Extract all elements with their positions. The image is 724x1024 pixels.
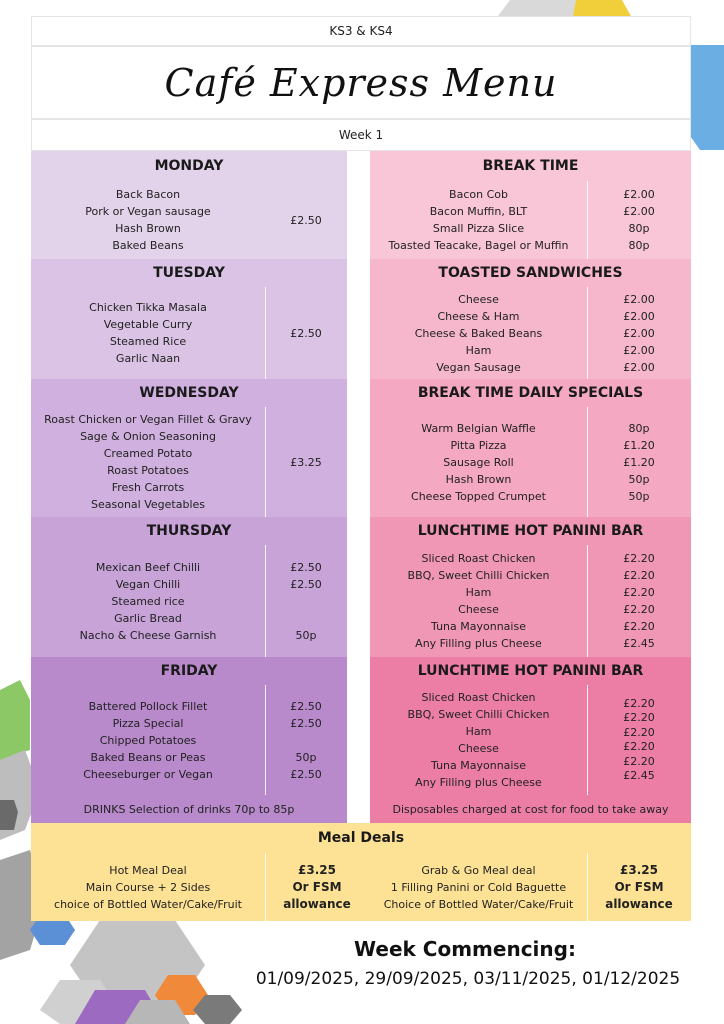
price: £2.20 xyxy=(623,620,655,633)
menu-item: Garlic Bread xyxy=(114,611,182,625)
menu-item: Sage & Onion Seasoning xyxy=(80,430,216,443)
price: £3.25 xyxy=(290,455,322,469)
price: £2.50 xyxy=(290,326,322,340)
price-note: allowance xyxy=(605,896,673,911)
menu-item: Nacho & Cheese Garnish xyxy=(79,628,217,642)
break-time-header: BREAK TIME xyxy=(370,151,691,181)
tuesday-items xyxy=(31,287,265,379)
price: £2.45 xyxy=(623,769,655,782)
menu-item: Sliced Roast Chicken xyxy=(421,691,536,704)
menu-item: Cheese xyxy=(458,742,499,755)
price: £3.25 xyxy=(620,862,658,877)
menu-item: Any Filling plus Cheese xyxy=(415,776,542,789)
monday-header: MONDAY xyxy=(31,151,347,181)
price: 50p xyxy=(295,628,317,642)
price: £3.25 xyxy=(298,862,336,877)
price: £2.20 xyxy=(623,725,655,739)
monday-body xyxy=(31,181,347,259)
menu-item: Battered Pollock Fillet xyxy=(88,699,208,713)
menu-item: Back Bacon xyxy=(115,188,181,201)
price: £2.50 xyxy=(290,213,322,227)
toasted-sandwiches-body xyxy=(370,287,691,379)
menu-item: Baked Beans xyxy=(112,239,184,252)
menu-item: BBQ, Sweet Chilli Chicken xyxy=(407,708,550,721)
friday-header: FRIDAY xyxy=(31,657,347,685)
thursday-header: THURSDAY xyxy=(31,517,347,545)
price: £2.20 xyxy=(623,586,655,599)
price: £2.00 xyxy=(623,343,655,357)
week-commencing-label: Week Commencing: xyxy=(354,937,576,961)
menu-item: Baked Beans or Peas xyxy=(90,750,206,764)
menu-title-box xyxy=(31,46,691,119)
panini-bar-header-2: LUNCHTIME HOT PANINI BAR xyxy=(370,657,691,685)
wednesday-items xyxy=(31,407,265,517)
tuesday-body xyxy=(31,287,347,379)
menu-item: Cheese & Baked Beans xyxy=(414,326,543,340)
menu-item: Garlic Naan xyxy=(115,352,181,365)
price: £2.20 xyxy=(623,569,655,582)
price: £2.20 xyxy=(623,603,655,616)
panini-bar-prices-2 xyxy=(587,685,691,795)
friday-body xyxy=(31,685,347,795)
menu-item: Pork or Vegan sausage xyxy=(85,205,211,218)
price: £2.00 xyxy=(623,326,655,340)
menu-item: Steamed rice xyxy=(111,594,185,608)
price: £2.20 xyxy=(623,696,655,710)
break-time-items xyxy=(370,181,587,259)
price: £2.00 xyxy=(623,309,655,323)
daily-specials-prices xyxy=(587,407,691,517)
price: £1.20 xyxy=(623,438,655,452)
menu-item: Tuna Mayonnaise xyxy=(431,620,526,633)
menu-item: Chicken Tikka Masala xyxy=(89,301,207,314)
panini-bar-body-2 xyxy=(370,685,691,795)
price: £2.50 xyxy=(290,767,322,781)
thursday-body xyxy=(31,545,347,657)
meal-deals-header: Meal Deals xyxy=(31,823,691,853)
menu-item: Steamed Rice xyxy=(109,335,187,348)
menu-item: Ham xyxy=(465,586,492,599)
tuesday-price xyxy=(265,287,347,379)
menu-item: Cheeseburger or Vegan xyxy=(83,767,213,781)
price: £2.50 xyxy=(290,560,322,574)
menu-item: Roast Chicken or Vegan Fillet & Gravy xyxy=(44,413,252,426)
menu-item: Fresh Carrots xyxy=(111,481,185,494)
menu-item: Bacon Muffin, BLT xyxy=(429,205,528,218)
monday-items xyxy=(31,181,265,259)
disposables-note: Disposables charged at cost for food to take away xyxy=(370,795,691,823)
toasted-sandwiches-header: TOASTED SANDWICHES xyxy=(370,259,691,287)
page-title: Café Express Menu xyxy=(164,60,558,105)
menu-item: Ham xyxy=(465,343,492,357)
tuesday-header: TUESDAY xyxy=(31,259,347,287)
friday-items xyxy=(31,685,265,795)
menu-item: Seasonal Vegetables xyxy=(91,498,205,511)
menu-item: Tuna Mayonnaise xyxy=(431,759,526,772)
menu-item: Pizza Special xyxy=(112,716,184,730)
price: £2.00 xyxy=(623,188,655,201)
drinks-note: DRINKS Selection of drinks 70p to 85p xyxy=(31,795,347,823)
menu-item: Sliced Roast Chicken xyxy=(421,552,536,565)
friday-prices xyxy=(265,685,347,795)
panini-bar-items-1 xyxy=(370,545,587,657)
daily-specials-header: BREAK TIME DAILY SPECIALS xyxy=(370,379,691,407)
wednesday-body xyxy=(31,407,347,517)
break-time-body xyxy=(370,181,691,259)
grab-and-go-price xyxy=(587,853,691,921)
meal-deals-body xyxy=(31,853,691,921)
menu-item: Cheese Topped Crumpet xyxy=(411,489,546,503)
menu-item: Cheese xyxy=(458,603,499,616)
break-time-prices xyxy=(587,181,691,259)
grab-and-go-deal xyxy=(370,853,587,921)
menu-item: Hash Brown xyxy=(445,472,512,486)
deal-line: choice of Bottled Water/Cake/Fruit xyxy=(54,897,242,911)
menu-item: Ham xyxy=(465,725,492,738)
deal-line: Grab & Go Meal deal xyxy=(421,863,536,877)
wednesday-header: WEDNESDAY xyxy=(31,379,347,407)
monday-price xyxy=(265,181,347,259)
panini-bar-header-1: LUNCHTIME HOT PANINI BAR xyxy=(370,517,691,545)
panini-bar-body-1 xyxy=(370,545,691,657)
school-level-label: KS3 & KS4 xyxy=(31,16,691,46)
deal-line: Hot Meal Deal xyxy=(109,863,187,877)
menu-item: Any Filling plus Cheese xyxy=(415,637,542,650)
menu-item: Hash Brown xyxy=(115,222,181,235)
menu-item: Sausage Roll xyxy=(443,455,514,469)
toasted-sandwiches-prices xyxy=(587,287,691,379)
menu-item: Chipped Potatoes xyxy=(99,733,197,747)
deal-line: 1 Filling Panini or Cold Baguette xyxy=(390,880,567,894)
menu-item: Warm Belgian Waffle xyxy=(421,421,536,435)
toasted-sandwiches-items xyxy=(370,287,587,379)
price: 80p xyxy=(628,421,650,435)
price: £2.00 xyxy=(623,292,655,306)
menu-item: Cheese xyxy=(458,292,499,306)
price: £2.50 xyxy=(290,699,322,713)
deal-line: Main Course + 2 Sides xyxy=(85,880,211,894)
price: £2.50 xyxy=(290,577,322,591)
hot-meal-deal xyxy=(31,853,265,921)
price-note: allowance xyxy=(283,896,351,911)
panini-bar-prices-1 xyxy=(587,545,691,657)
deal-line: Choice of Bottled Water/Cake/Fruit xyxy=(383,897,574,911)
price: 50p xyxy=(295,750,317,764)
daily-specials-items xyxy=(370,407,587,517)
menu-item: Creamed Potato xyxy=(103,447,193,460)
menu-item: Pitta Pizza xyxy=(450,438,507,452)
price: £2.00 xyxy=(623,205,655,218)
price: £2.20 xyxy=(623,552,655,565)
price: 50p xyxy=(628,489,650,503)
price: £2.50 xyxy=(290,716,322,730)
daily-specials-body xyxy=(370,407,691,517)
menu-item: Small Pizza Slice xyxy=(432,222,525,235)
price: 80p xyxy=(628,239,650,252)
price: £2.45 xyxy=(623,637,655,650)
price: 80p xyxy=(628,222,650,235)
panini-bar-items-2 xyxy=(370,685,587,795)
hot-meal-deal-price xyxy=(265,853,369,921)
menu-item: Vegan Sausage xyxy=(436,360,521,374)
menu-item: Roast Potatoes xyxy=(107,464,189,477)
price: £2.20 xyxy=(623,711,655,724)
menu-item: Vegetable Curry xyxy=(103,318,193,331)
thursday-items xyxy=(31,545,265,657)
menu-item: Cheese & Ham xyxy=(437,309,520,323)
menu-item: BBQ, Sweet Chilli Chicken xyxy=(407,569,550,582)
price: £2.00 xyxy=(623,360,655,374)
wednesday-price xyxy=(265,407,347,517)
price-note: Or FSM xyxy=(292,879,342,894)
menu-item: Toasted Teacake, Bagel or Muffin xyxy=(388,239,569,252)
week-commencing-dates: 01/09/2025, 29/09/2025, 03/11/2025, 01/12/2025 xyxy=(255,969,681,989)
menu-item: Vegan Chilli xyxy=(115,577,181,591)
menu-item: Mexican Beef Chilli xyxy=(95,560,201,574)
price-note: Or FSM xyxy=(614,879,664,894)
price: £2.20 xyxy=(623,740,655,753)
price: £2.20 xyxy=(623,754,655,768)
price: 50p xyxy=(628,472,650,486)
thursday-prices xyxy=(265,545,347,657)
menu-item: Bacon Cob xyxy=(449,188,508,201)
week-label: Week 1 xyxy=(31,119,691,151)
price: £1.20 xyxy=(623,455,655,469)
